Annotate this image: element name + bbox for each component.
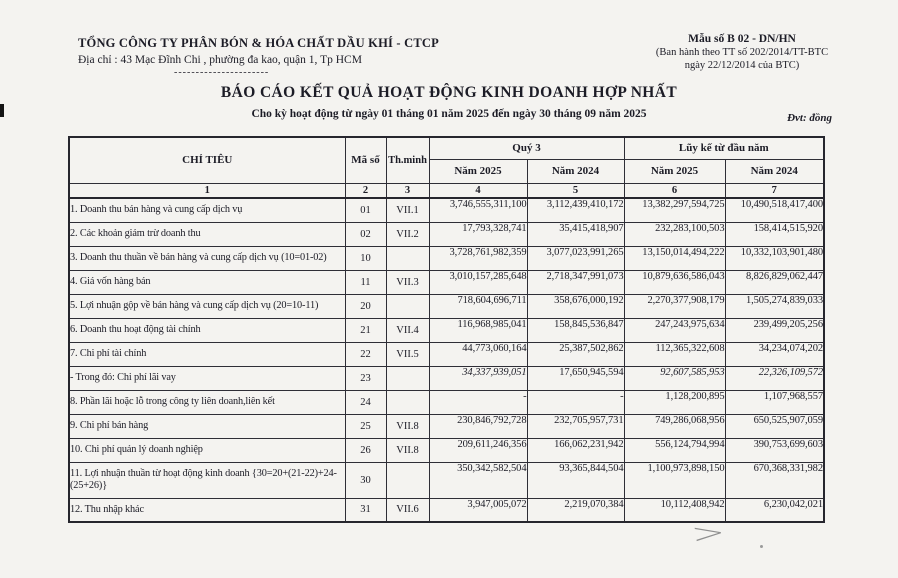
table-row (69, 438, 824, 462)
row-value-lk-2025: 1,128,200,895 (624, 390, 725, 414)
row-value-lk-2025: 749,286,068,956 (624, 414, 725, 438)
report-title: BÁO CÁO KẾT QUẢ HOẠT ĐỘNG KINH DOANH HỢP NHẤT (220, 84, 678, 101)
col-header-ma-so: Mã số (345, 137, 386, 183)
row-th-minh: VII.6 (386, 498, 429, 522)
row-value-q3-2025: 718,604,696,711 (429, 294, 527, 318)
row-label: 4. Giá vốn hàng bán (69, 270, 345, 294)
row-value-lk-2025: 247,243,975,634 (624, 318, 725, 342)
form-header (608, 33, 876, 71)
row-value-lk-2024: 158,414,515,920 (725, 222, 824, 246)
company-header (78, 36, 439, 78)
row-th-minh: VII.3 (386, 270, 429, 294)
report-table-head (69, 137, 824, 198)
report-period: Cho kỳ hoạt động từ ngày 01 tháng 01 năm 2025 đến ngày 30 tháng 09 năm 2025 (251, 108, 647, 120)
row-value-lk-2025: 1,100,973,898,150 (624, 462, 725, 498)
row-value-q3-2024: 3,112,439,410,172 (527, 198, 624, 222)
row-ma-so: 23 (345, 366, 386, 390)
row-value-lk-2025: 10,112,408,942 (624, 498, 725, 522)
row-ma-so: 10 (345, 246, 386, 270)
col-group-quy3: Quý 3 (429, 137, 624, 159)
row-ma-so: 02 (345, 222, 386, 246)
report-table-body (69, 198, 824, 522)
row-value-q3-2025: 350,342,582,504 (429, 462, 527, 498)
row-value-q3-2024: 166,062,231,942 (527, 438, 624, 462)
row-value-lk-2025: 13,382,297,594,725 (624, 198, 725, 222)
row-value-q3-2025: 116,968,985,041 (429, 318, 527, 342)
row-ma-so: 26 (345, 438, 386, 462)
row-label: 5. Lợi nhuận gộp về bán hàng và cung cấp dịch vụ (20=10-11) (69, 294, 345, 318)
row-value-q3-2024: 2,718,347,991,073 (527, 270, 624, 294)
row-label: 12. Thu nhập khác (69, 498, 345, 522)
col-header-chi-tieu: CHỈ TIÊU (69, 137, 345, 183)
table-row (69, 222, 824, 246)
row-value-q3-2024: 93,365,844,504 (527, 462, 624, 498)
row-ma-so: 01 (345, 198, 386, 222)
row-ma-so: 22 (345, 342, 386, 366)
row-value-q3-2024: 25,387,502,862 (527, 342, 624, 366)
col-number-6: 6 (624, 183, 725, 198)
row-label: 9. Chi phí bán hàng (69, 414, 345, 438)
row-value-lk-2024: 34,234,074,202 (725, 342, 824, 366)
table-row (69, 462, 824, 498)
row-th-minh: VII.1 (386, 198, 429, 222)
table-row (69, 270, 824, 294)
row-th-minh (386, 294, 429, 318)
row-ma-so: 20 (345, 294, 386, 318)
scan-artifact-chevron: > (689, 516, 728, 551)
col-header-q3-2024: Năm 2024 (527, 159, 624, 183)
col-header-q3-2025: Năm 2025 (429, 159, 527, 183)
row-value-q3-2024: 232,705,957,731 (527, 414, 624, 438)
company-name: TỔNG CÔNG TY PHÂN BÓN & HÓA CHẤT DẦU KHÍ - CTCP (78, 36, 439, 50)
row-value-q3-2024: - (527, 390, 624, 414)
table-row (69, 318, 824, 342)
table-row (69, 414, 824, 438)
divider-line: ---------------------- (174, 67, 270, 78)
row-ma-so: 24 (345, 390, 386, 414)
row-value-lk-2024: 670,368,331,982 (725, 462, 824, 498)
row-value-lk-2024: 22,326,109,572 (725, 366, 824, 390)
table-row (69, 366, 824, 390)
row-value-q3-2024: 358,676,000,192 (527, 294, 624, 318)
row-label: 11. Lợi nhuận thuần từ hoạt động kinh doanh {30=20+(21-22)+24-(25+26)} (69, 462, 345, 498)
row-value-q3-2025: - (429, 390, 527, 414)
row-value-lk-2024: 1,107,968,557 (725, 390, 824, 414)
row-ma-so: 21 (345, 318, 386, 342)
row-value-lk-2024: 390,753,699,603 (725, 438, 824, 462)
row-value-lk-2025: 10,879,636,586,043 (624, 270, 725, 294)
row-value-lk-2025: 2,270,377,908,179 (624, 294, 725, 318)
row-label: 10. Chi phí quản lý doanh nghiệp (69, 438, 345, 462)
table-row (69, 294, 824, 318)
unit-label: Đvt: đồng (787, 112, 832, 124)
col-group-luy-ke: Lũy kế từ đầu năm (624, 137, 824, 159)
row-th-minh: VII.8 (386, 438, 429, 462)
form-issuance-line1: (Ban hành theo TT số 202/2014/TT-BTC (655, 47, 829, 58)
row-th-minh: VII.4 (386, 318, 429, 342)
row-value-q3-2024: 2,219,070,384 (527, 498, 624, 522)
report-table (68, 136, 825, 523)
row-value-q3-2025: 3,010,157,285,648 (429, 270, 527, 294)
row-value-lk-2024: 239,499,205,256 (725, 318, 824, 342)
row-value-q3-2025: 3,728,761,982,359 (429, 246, 527, 270)
row-th-minh (386, 390, 429, 414)
row-label: 7. Chi phí tài chính (69, 342, 345, 366)
row-th-minh (386, 462, 429, 498)
row-value-lk-2024: 10,490,518,417,400 (725, 198, 824, 222)
row-label: 8. Phần lãi hoặc lỗ trong công ty liên doanh,liên kết (69, 390, 345, 414)
row-th-minh (386, 246, 429, 270)
row-value-q3-2024: 3,077,023,991,265 (527, 246, 624, 270)
form-number: Mẫu số B 02 - DN/HN (688, 33, 796, 45)
row-ma-so: 31 (345, 498, 386, 522)
col-number-4: 4 (429, 183, 527, 198)
row-value-lk-2025: 232,283,100,503 (624, 222, 725, 246)
col-header-lk-2025: Năm 2025 (624, 159, 725, 183)
row-value-q3-2025: 230,846,792,728 (429, 414, 527, 438)
col-number-3: 3 (386, 183, 429, 198)
row-value-q3-2025: 3,947,005,072 (429, 498, 527, 522)
col-header-lk-2024: Năm 2024 (725, 159, 824, 183)
row-value-q3-2024: 35,415,418,907 (527, 222, 624, 246)
row-value-q3-2025: 44,773,060,164 (429, 342, 527, 366)
row-ma-so: 30 (345, 462, 386, 498)
row-value-q3-2025: 17,793,328,741 (429, 222, 527, 246)
row-value-lk-2024: 8,826,829,062,447 (725, 270, 824, 294)
row-value-lk-2024: 6,230,042,021 (725, 498, 824, 522)
row-value-lk-2025: 112,365,322,608 (624, 342, 725, 366)
row-th-minh (386, 366, 429, 390)
row-th-minh: VII.8 (386, 414, 429, 438)
row-value-lk-2025: 92,607,585,953 (624, 366, 725, 390)
table-row (69, 390, 824, 414)
row-label: - Trong đó: Chi phí lãi vay (69, 366, 345, 390)
row-value-q3-2024: 17,650,945,594 (527, 366, 624, 390)
row-value-lk-2024: 650,525,907,059 (725, 414, 824, 438)
row-label: 3. Doanh thu thuần về bán hàng và cung cấp dịch vụ (10=01-02) (69, 246, 345, 270)
col-number-1: 1 (69, 183, 345, 198)
row-th-minh: VII.5 (386, 342, 429, 366)
col-number-7: 7 (725, 183, 824, 198)
row-value-q3-2024: 158,845,536,847 (527, 318, 624, 342)
company-address: Địa chỉ : 43 Mạc Đĩnh Chi , phường đa kao, quận 1, Tp HCM (78, 54, 362, 66)
row-value-lk-2024: 10,332,103,901,480 (725, 246, 824, 270)
scan-artifact-dot (760, 545, 763, 548)
col-number-5: 5 (527, 183, 624, 198)
row-th-minh: VII.2 (386, 222, 429, 246)
row-value-lk-2025: 13,150,014,494,222 (624, 246, 725, 270)
row-value-q3-2025: 34,337,939,051 (429, 366, 527, 390)
form-issuance-line2: ngày 22/12/2014 của BTC) (684, 60, 800, 71)
row-ma-so: 25 (345, 414, 386, 438)
row-label: 1. Doanh thu bán hàng và cung cấp dịch vụ (69, 198, 345, 222)
row-ma-so: 11 (345, 270, 386, 294)
row-value-q3-2025: 209,611,246,356 (429, 438, 527, 462)
col-number-2: 2 (345, 183, 386, 198)
row-label: 2. Các khoản giảm trừ doanh thu (69, 222, 345, 246)
row-value-lk-2025: 556,124,794,994 (624, 438, 725, 462)
table-row (69, 342, 824, 366)
table-row (69, 198, 824, 222)
table-row (69, 246, 824, 270)
row-value-lk-2024: 1,505,274,839,033 (725, 294, 824, 318)
row-label: 6. Doanh thu hoạt động tài chính (69, 318, 345, 342)
row-value-q3-2025: 3,746,555,311,100 (429, 198, 527, 222)
col-header-th-minh: Th.minh (386, 137, 429, 183)
